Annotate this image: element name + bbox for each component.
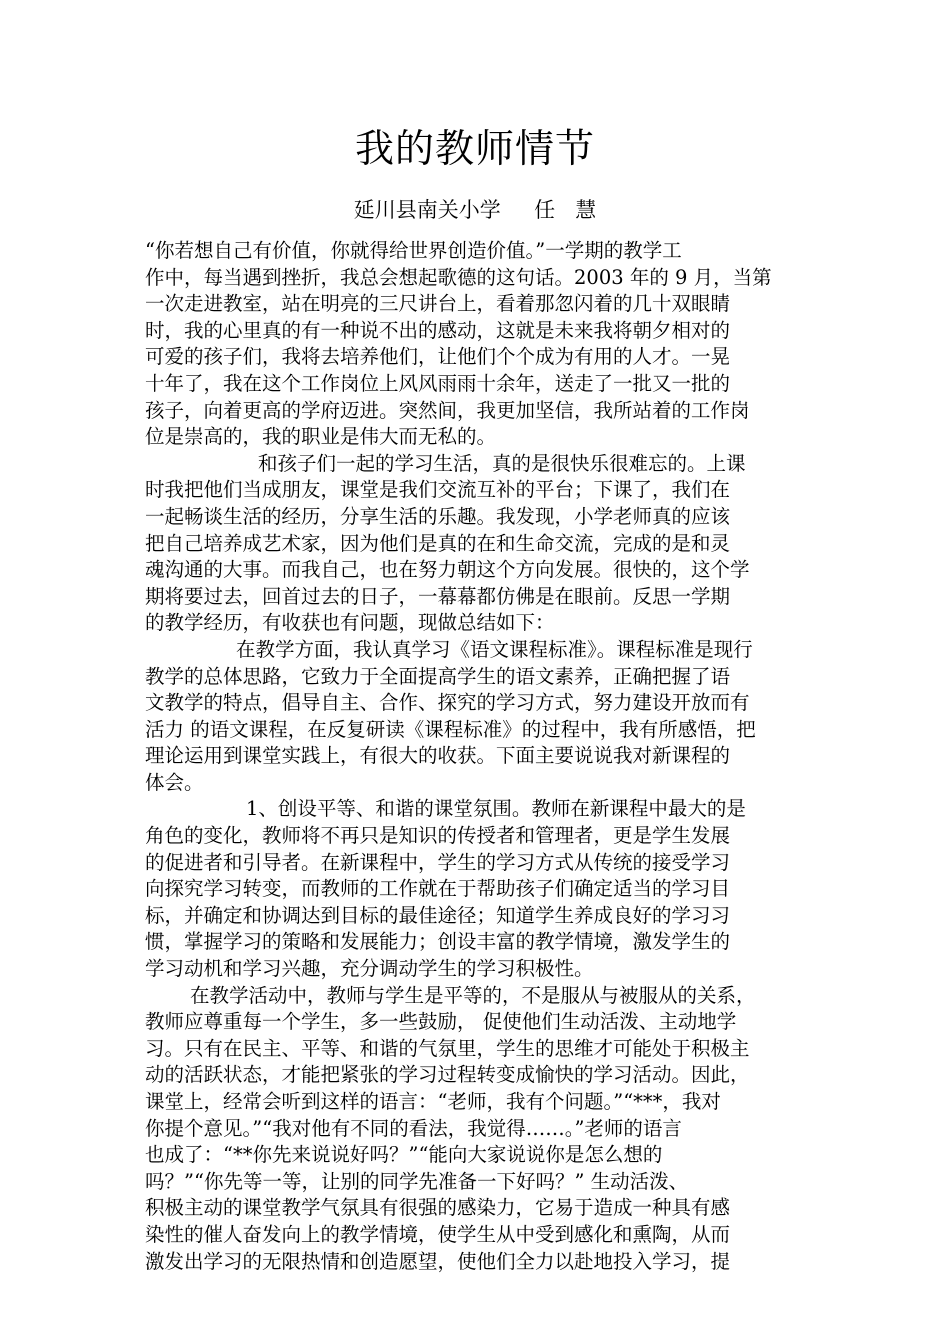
- text-line: 惯，掌握学习的策略和发展能力；创设丰富的教学情境，激发学生的: [145, 930, 731, 954]
- text-line: “你若想自己有价值，你就得给世界创造价值。”一学期的教学工: [145, 239, 682, 262]
- text-line: 位是崇高的，我的职业是伟大而无私的。: [145, 425, 497, 449]
- text-line: 你提个意见。”“我对他有不同的看法，我觉得……。”老师的语言: [145, 1116, 682, 1140]
- text-line: 染性的催人奋发向上的教学情境，使学生从中受到感化和熏陶，从而: [145, 1222, 731, 1246]
- text-line: 和孩子们一起的学习生活，真的是很快乐很难忘的。上课: [258, 451, 746, 475]
- text-line: 文教学的特点，倡导自主、合作、探究的学习方式，努力建设开放而有: [145, 691, 750, 715]
- text-line: 一次走进教室，站在明亮的三尺讲台上，看着那忽闪着的几十双眼睛: [145, 292, 731, 316]
- text-line: 理论运用到课堂实践上，有很大的收获。下面主要说说我对新课程的: [145, 744, 731, 768]
- text-line: 十年了，我在这个工作岗位上风风雨雨十余年，送走了一批又一批的: [145, 371, 731, 395]
- text-line: 魂沟通的大事。而我自己，也在努力朝这个方向发展。很快的，这个学: [145, 558, 750, 582]
- body-text: [145, 238, 815, 1275]
- text-line: 的教学经历，有收获也有问题，现做总结如下：: [145, 611, 555, 635]
- text-line: 期将要过去，回首过去的日子，一幕幕都仿佛是在眼前。反思一学期: [145, 584, 731, 608]
- text-line: 在教学活动中，教师与学生是平等的，不是服从与被服从的关系，: [190, 983, 756, 1007]
- text-line: 标，并确定和协调达到目标的最佳途径；知道学生养成良好的学习习: [145, 903, 731, 927]
- text-line: 体会。: [145, 770, 204, 794]
- text-line: 习。只有在民主、平等、和谐的气氛里，学生的思维才可能处于积极主: [145, 1036, 750, 1060]
- author-line: 延川县南关小学 任 慧: [353, 198, 597, 222]
- text-line: 的促进者和引导者。在新课程中，学生的学习方式从传统的接受学习: [145, 850, 731, 874]
- text-line: 孩子，向着更高的学府迈进。突然间，我更加坚信，我所站着的工作岗: [145, 398, 750, 422]
- text-line: 激发出学习的无限热情和创造愿望，使他们全力以赴地投入学习，提: [145, 1249, 731, 1273]
- text-line: 学习动机和学习兴趣，充分调动学生的学习积极性。: [145, 957, 594, 981]
- text-line: 课堂上，经常会听到这样的语言：“老师，我有个问题。”“***，我对: [145, 1090, 721, 1113]
- text-line: 把自己培养成艺术家，因为他们是真的在和生命交流，完成的是和灵: [145, 531, 731, 555]
- text-line: 教师应尊重每一个学生，多一些鼓励， 促使他们生动活泼、主动地学: [145, 1010, 737, 1034]
- text-line: 在教学方面，我认真学习《语文课程标准》。课程标准是现行: [236, 637, 753, 661]
- text-line: 向探究学习转变，而教师的工作就在于帮助孩子们确定适当的学习目: [145, 877, 731, 901]
- text-line: 积极主动的课堂教学气氛具有很强的感染力，它易于造成一种具有感: [145, 1196, 731, 1220]
- text-line: 一起畅谈生活的经历，分享生活的乐趣。我发现，小学老师真的应该: [145, 504, 731, 528]
- document-title: 我的教师情节: [354, 127, 595, 172]
- text-line: 角色的变化，教师将不再只是知识的传授者和管理者，更是学生发展: [145, 824, 731, 848]
- text-line: 活力 的语文课程，在反复研读《课程标准》的过程中，我有所感悟，把: [145, 717, 756, 741]
- text-line: 吗？”“你先等一等，让别的同学先准备一下好吗？” 生动活泼、: [145, 1169, 689, 1193]
- text-line: 教学的总体思路，它致力于全面提高学生的语文素养，正确把握了语: [145, 664, 731, 688]
- text-line: 作中，每当遇到挫折，我总会想起歌德的这句话。2003 年的 9 月，当第: [145, 265, 772, 289]
- text-line: 也成了：“**你先来说说好吗？”“能向大家说说你是怎么想的: [145, 1143, 663, 1167]
- text-line: 时我把他们当成朋友，课堂是我们交流互补的平台；下课了，我们在: [145, 478, 731, 502]
- text-line: 动的活跃状态，才能把紧张的学习过程转变成愉快的学习活动。因此，: [145, 1063, 750, 1087]
- text-line: 时，我的心里真的有一种说不出的感动，这就是未来我将朝夕相对的: [145, 318, 731, 342]
- text-line: 可爱的孩子们，我将去培养他们，让他们个个成为有用的人才。一晃: [145, 345, 731, 369]
- text-line: 1、创设平等、和谐的课堂氛围。教师在新课程中最大的是: [246, 797, 746, 821]
